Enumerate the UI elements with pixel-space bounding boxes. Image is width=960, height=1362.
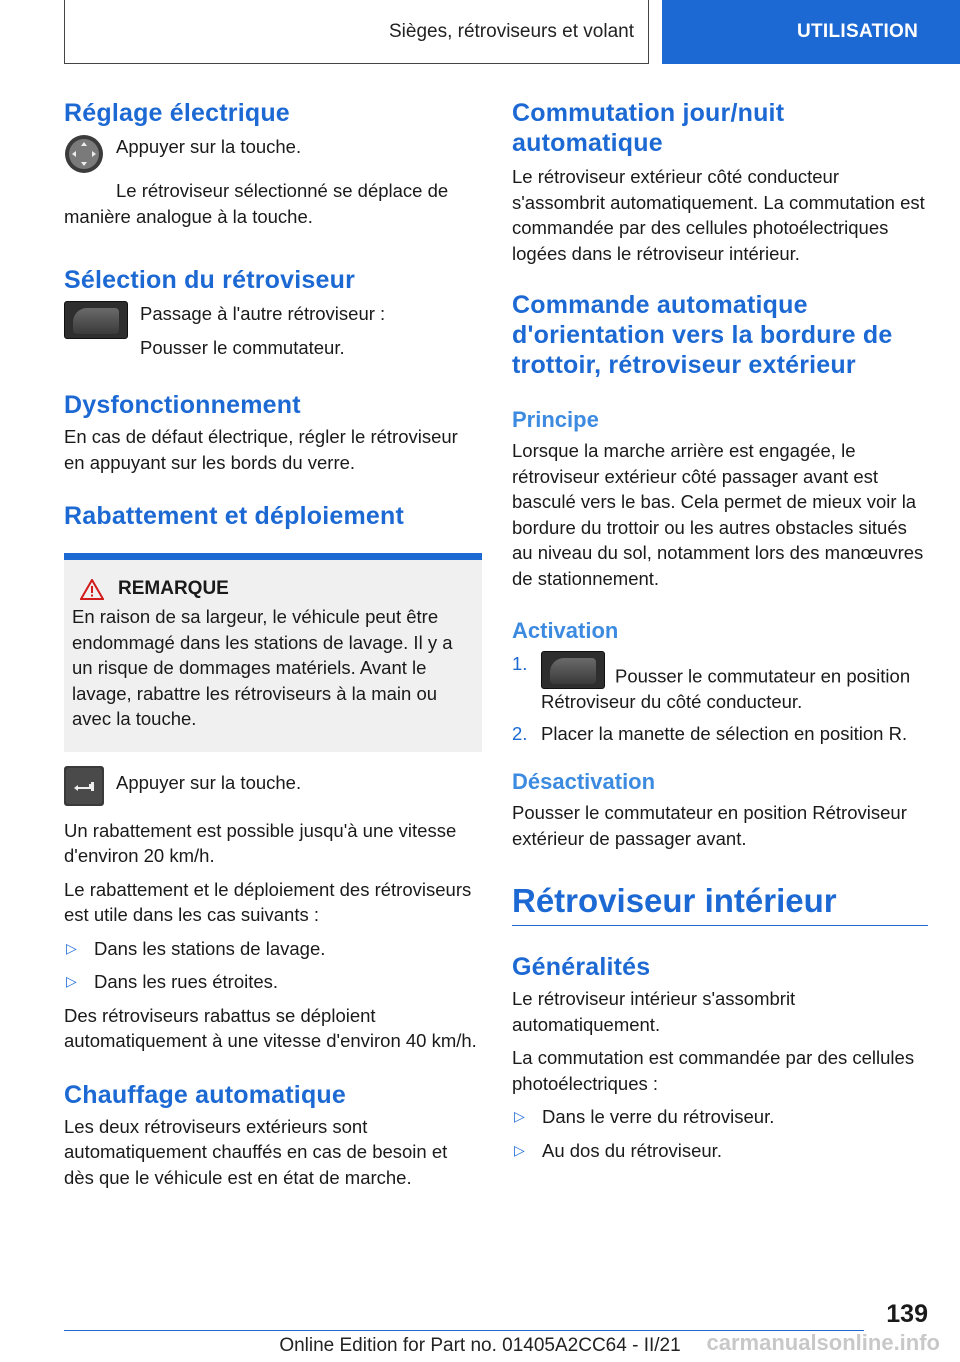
- fold-row: [64, 766, 482, 806]
- watermark: carmanualsonline.info: [706, 1330, 940, 1355]
- activation-steps: [512, 651, 928, 746]
- generalites-p2: La commutation est commandée par des cellules photoélectriques :: [512, 1047, 915, 1094]
- interieur-heading-wrap: [512, 881, 928, 926]
- triangle-bullet-icon: ▷: [66, 973, 77, 989]
- header-tab-utilisation[interactable]: [662, 0, 960, 64]
- bullet-text: Dans les rues étroites.: [94, 971, 279, 992]
- list-item: [512, 651, 928, 715]
- triangle-bullet-icon: ▷: [514, 1108, 525, 1124]
- left-column: [64, 98, 482, 1190]
- fold-press-text: Appuyer sur la touche.: [116, 771, 302, 793]
- selection-line1: Passage à l'autre rétroviseur :: [140, 303, 386, 324]
- reglage-line1: Appuyer sur la touche.: [116, 136, 302, 157]
- note-text: En raison de sa largeur, le véhicule peut être endommagé dans les stations de lavage. Il y a un risque de dommages matériels. Avant le lavage, rabattre les rétroviseurs à la main ou avec la touche.: [72, 606, 453, 729]
- generalites-p1: Le rétroviseur intérieur s'assombrit automatiquement.: [512, 988, 796, 1035]
- bullet-text: Dans le verre du rétroviseur.: [542, 1106, 775, 1127]
- rabattement-p3: Des rétroviseurs rabattus se déploient automatiquement à une vitesse d'environ 40 km/h.: [64, 1004, 477, 1051]
- list-item: [512, 721, 928, 747]
- list-item: [512, 1104, 928, 1130]
- desactivation-text: Pousser le commutateur en position Rétroviseur extérieur de passager avant.: [512, 802, 907, 849]
- heading-interieur: Rétroviseur intérieur: [512, 882, 837, 919]
- heading-activation: Activation: [512, 618, 619, 643]
- step-number: 2.: [512, 722, 528, 744]
- heading-commande: Commande automatique d'orientation vers la bordure de trottoir, rétroviseur extérieur: [512, 291, 893, 379]
- chauffage-text: Les deux rétroviseurs extérieurs sont automatiquement chauffés en cas de besoin et dès que le véhicule est en état de marche.: [64, 1115, 448, 1188]
- note-header: [72, 578, 474, 600]
- warning-icon: [80, 579, 104, 600]
- direction-pad-icon: [64, 134, 104, 174]
- heading-selection: Sélection du rétroviseur: [64, 266, 355, 294]
- heading-dysfonctionnement: Dysfonctionnement: [64, 391, 301, 419]
- page-number: 139: [886, 1300, 928, 1328]
- step-text: Pousser le commutateur en position Rétroviseur du côté conducteur.: [541, 665, 911, 712]
- mirror-fold-button-icon: [64, 766, 104, 806]
- step-text: Placer la manette de sélection en position R.: [541, 722, 908, 744]
- rabattement-p1: Un rabattement est possible jusqu'à une vitesse d'environ 20 km/h.: [64, 819, 457, 866]
- triangle-bullet-icon: ▷: [66, 939, 77, 956]
- header-section-text: Sièges, rétroviseurs et volant: [388, 20, 634, 42]
- heading-desactivation: Désactivation: [512, 769, 656, 794]
- heading-reglage: Réglage électrique: [64, 99, 290, 127]
- header-section-title: [64, 0, 649, 64]
- mirror-switch-icon: [64, 301, 128, 339]
- right-column: [512, 98, 928, 1163]
- selection-line2: Pousser le commutateur.: [140, 336, 345, 358]
- heading-rabattement: Rabattement et déploiement: [64, 502, 404, 530]
- commutation-text: Le rétroviseur extérieur côté conducteur s'assombrit automatiquement. La commutation est commandée par des cellules photoélectriques logées dans le rétroviseur intérieur.: [512, 166, 925, 264]
- reglage-line2: Le rétroviseur sélectionné se déplace de manière analogue à la touche.: [64, 180, 449, 227]
- list-item: [64, 969, 482, 995]
- list-item: [512, 1138, 928, 1164]
- principe-text: Lorsque la marche arrière est engagée, le rétroviseur extérieur côté passager avant est basculé vers le bas. Cela permet de mieux voir la bordure du trottoir ou les autres obstacles situés au niveau du sol, notamment lors des manœuvres de stationnement.: [512, 440, 924, 589]
- header-tab-text: UTILISATION: [797, 21, 919, 42]
- note-label: REMARQUE: [118, 578, 229, 599]
- footer-edition: Online Edition for Part no. 01405A2CC64 - II/21: [279, 1335, 681, 1356]
- step-number: 1.: [512, 653, 528, 674]
- rabattement-p2: Le rabattement et le déploiement des rétroviseurs est utile dans les cas suivants :: [64, 878, 472, 925]
- note-top-rule: [64, 553, 482, 560]
- mirror-switch-icon: [541, 651, 605, 689]
- heading-commutation: Commutation jour/nuit automatique: [512, 99, 785, 157]
- rabattement-bullets: [64, 936, 482, 995]
- triangle-bullet-icon: ▷: [514, 1141, 525, 1158]
- heading-generalites: Généralités: [512, 953, 651, 981]
- selection-row: [64, 301, 482, 360]
- dysfonction-text: En cas de défaut électrique, régler le rétroviseur en appuyant sur les bords du verre.: [64, 426, 458, 473]
- heading-chauffage: Chauffage automatique: [64, 1080, 346, 1109]
- bullet-text: Au dos du rétroviseur.: [542, 1139, 722, 1161]
- reglage-row: [64, 134, 482, 174]
- bullet-text: Dans les stations de lavage.: [94, 937, 326, 959]
- list-item: [64, 936, 482, 962]
- generalites-bullets: [512, 1104, 928, 1163]
- heading-principe: Principe: [512, 407, 599, 432]
- note-box: [64, 560, 482, 752]
